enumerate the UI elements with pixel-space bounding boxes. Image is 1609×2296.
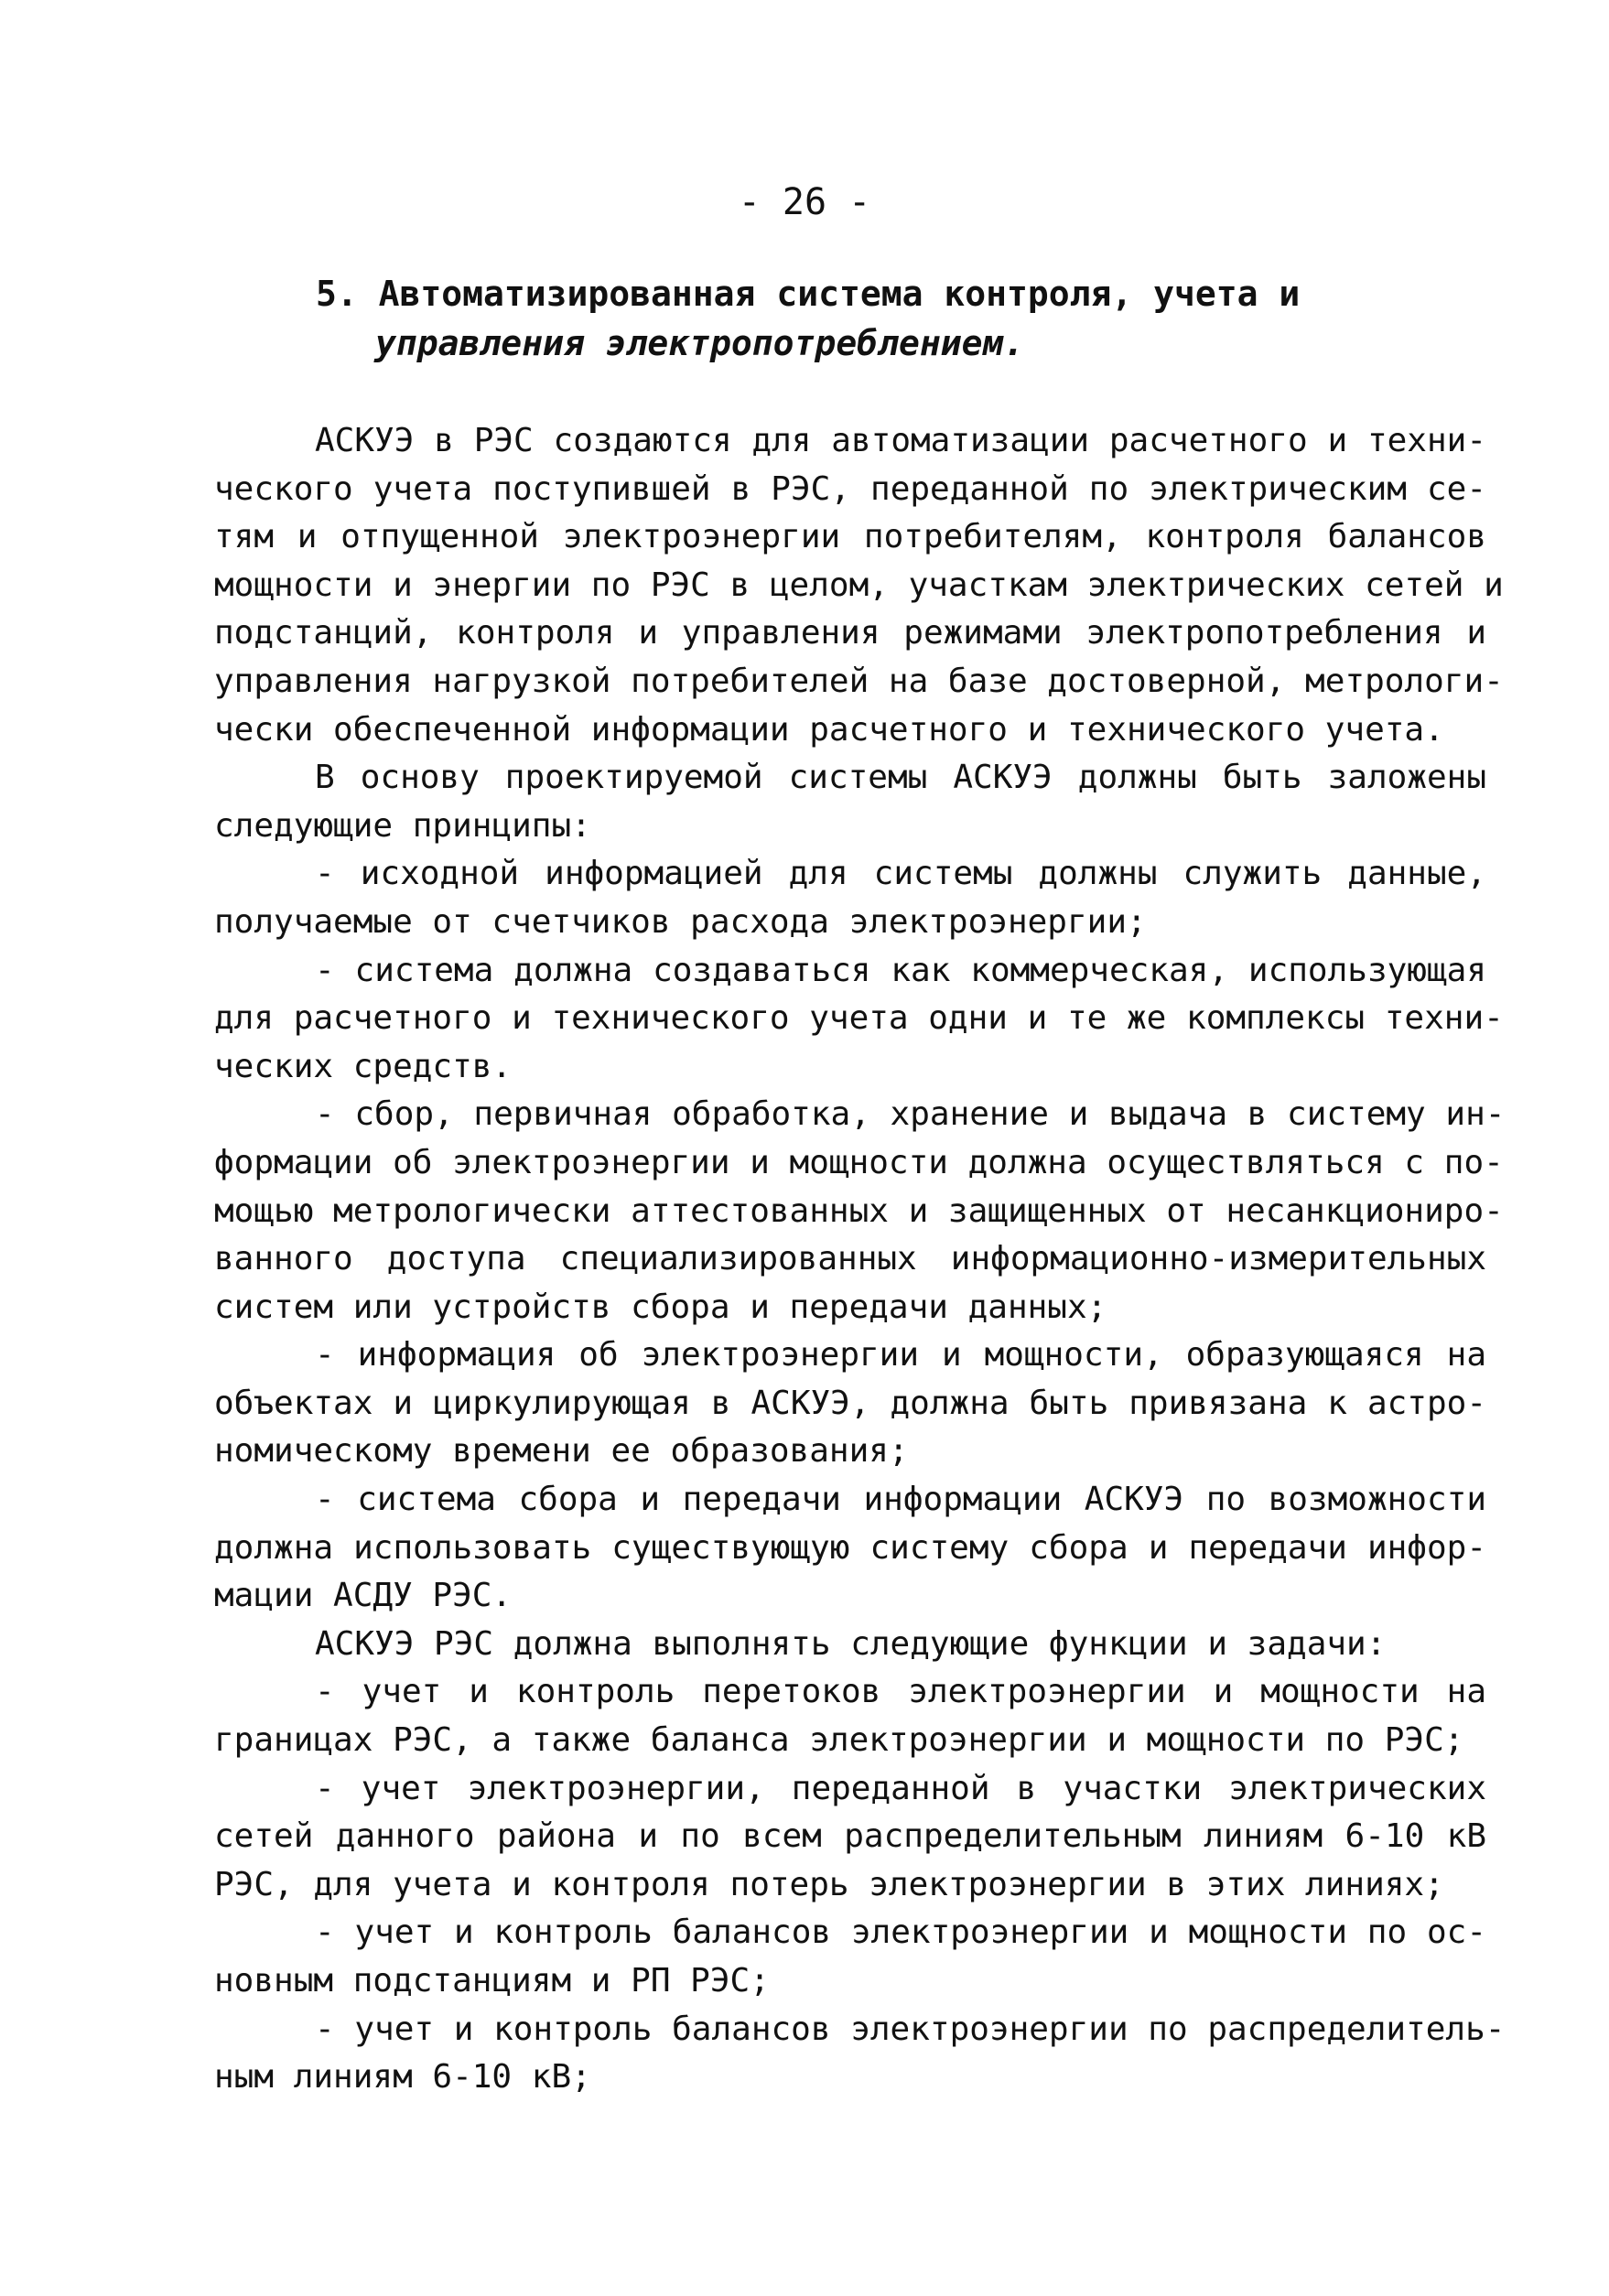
list-item (214, 1668, 1486, 1764)
text-line: - учет электроэнергии, переданной в участки электрических (315, 1769, 1486, 1807)
paragraph (214, 1621, 1486, 1669)
text-line: сетей данного района и по всем распределительным линиям 6-10 кВ (214, 1817, 1486, 1856)
list-item (214, 947, 1504, 1092)
list-item (214, 2006, 1506, 2102)
text-line: - система сбора и передачи информации АСКУЭ по возможности (315, 1481, 1486, 1519)
page-number: - 26 - (738, 181, 871, 223)
text-line: ным линиям 6-10 кВ; (214, 2058, 591, 2097)
text-line: управления нагрузкой потребителей на базе достоверной, метрологи- (214, 662, 1504, 700)
text-line: - учет и контроль перетоков электроэнергии и мощности на (315, 1673, 1486, 1711)
text-line: - сбор, первичная обработка, хранение и выдача в систему ин- (315, 1095, 1506, 1134)
text-line: - учет и контроль балансов электроэнергии по распределитель- (315, 2010, 1506, 2048)
text-line: должна использовать существующую систему сбора и передачи инфор- (214, 1528, 1486, 1567)
list-item (214, 1765, 1486, 1910)
list-item (214, 1331, 1486, 1476)
text-line: мощью метрологически аттестованных и защищенных от несанкциониро- (214, 1191, 1504, 1230)
list-item (214, 850, 1486, 946)
paragraph (214, 417, 1504, 754)
text-line: - исходной информацией для системы должны служить данные, (315, 855, 1486, 893)
text-line: объектах и циркулирующая в АСКУЭ, должна быть привязана к астро- (214, 1384, 1486, 1422)
text-line: РЭС, для учета и контроля потерь электроэнергии в этих линиях; (214, 1865, 1444, 1903)
text-line: новным подстанциям и РП РЭС; (214, 1962, 770, 2000)
list-item (214, 1476, 1486, 1621)
text-line: систем или устройств сбора и передачи данных; (214, 1288, 1107, 1326)
text-line: - информация об электроэнергии и мощности, образующаяся на (315, 1336, 1486, 1374)
list-item (214, 1909, 1486, 2005)
text-line: - учет и контроль балансов электроэнергии и мощности по ос- (315, 1913, 1486, 1952)
text-line: получаемые от счетчиков расхода электроэнергии; (214, 902, 1147, 941)
text-line: для расчетного и технического учета одни и те же комплексы техни- (214, 999, 1504, 1038)
section-heading-line-2: управления электропотреблением. (375, 323, 1025, 363)
text-line: чески обеспеченной информации расчетного и технического учета. (214, 710, 1444, 749)
text-line: - система должна создаваться как коммерческая, использующая (315, 951, 1486, 989)
section-heading (316, 269, 1506, 368)
section-heading-line-1: 5. Автоматизированная система контроля, учета и (316, 274, 1301, 314)
text-line: мощности и энергии по РЭС в целом, участкам электрических сетей и (214, 566, 1504, 604)
paragraph (214, 754, 1486, 850)
list-item (214, 1091, 1506, 1331)
body-text (214, 417, 1506, 2102)
text-line: подстанций, контроля и управления режимами электропотребления и (214, 614, 1486, 652)
text-line: формации об электроэнергии и мощности должна осуществляться с по- (214, 1143, 1504, 1181)
text-line: ванного доступа специализированных информационно-измерительных (214, 1240, 1486, 1278)
text-line: АСКУЭ в РЭС создаются для автоматизации расчетного и техни- (315, 422, 1486, 459)
text-line: следующие принципы: (214, 806, 591, 845)
text-line: ческих средств. (214, 1047, 513, 1085)
text-line: АСКУЭ РЭС должна выполнять следующие функции и задачи: (315, 1624, 1387, 1663)
text-line: В основу проектируемой системы АСКУЭ должны быть заложены (315, 759, 1486, 797)
text-line: ческого учета поступившей в РЭС, переданной по электрическим се- (214, 469, 1486, 508)
text-line: номическому времени ее образования; (214, 1432, 909, 1471)
text-line: мации АСДУ РЭС. (214, 1577, 513, 1615)
text-line: тям и отпущенной электроэнергии потребителям, контроля балансов (214, 518, 1486, 556)
text-line: границах РЭС, а также баланса электроэнергии и мощности по РЭС; (214, 1721, 1464, 1760)
